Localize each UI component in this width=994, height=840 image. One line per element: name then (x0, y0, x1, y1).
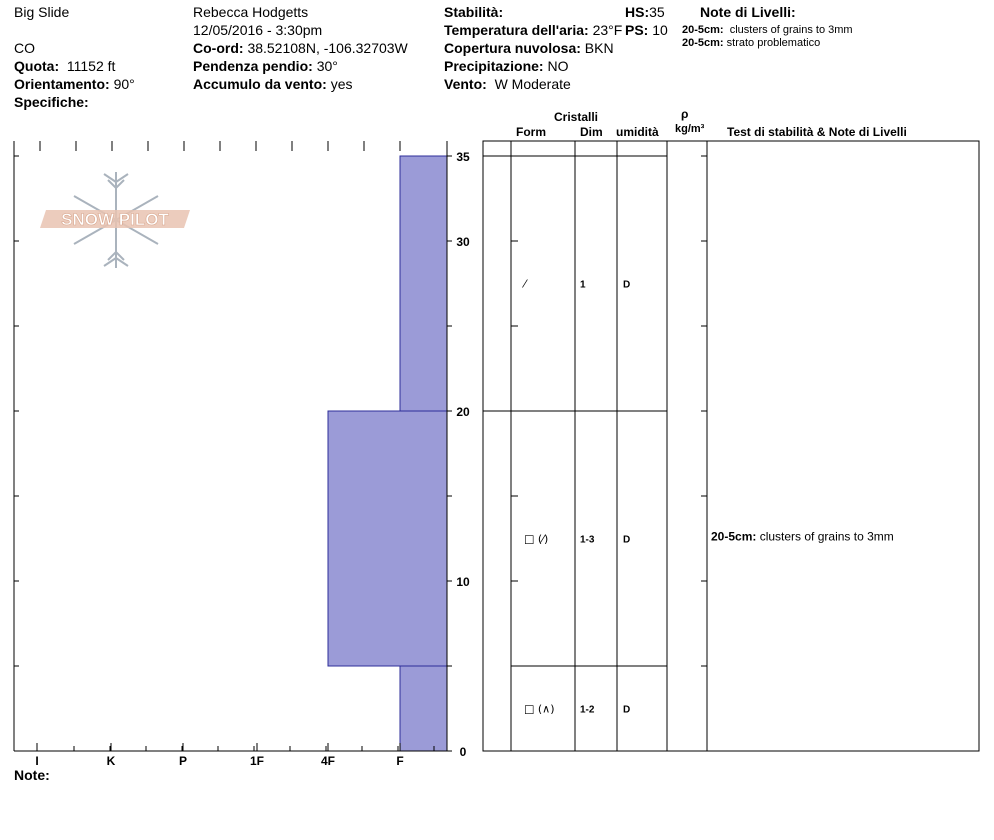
ps-label: PS: (625, 22, 649, 38)
notes-label: Note: (14, 767, 50, 783)
depth-label-30: 30 (456, 235, 470, 249)
wind-label: Vento: (444, 76, 487, 92)
hardness-bar-2 (328, 411, 447, 666)
cloud-value: BKN (584, 40, 614, 56)
layer-note-2-text: strato problematico (726, 37, 821, 49)
grain-size-1: 1 (580, 279, 586, 291)
grain-size-3: 1-2 (580, 704, 595, 716)
air-temp-value: 23°F (592, 22, 623, 38)
state: CO (14, 40, 35, 56)
hardness-label-P: P (178, 754, 188, 768)
depth-label-20: 20 (456, 405, 470, 419)
layer-table-frame (483, 141, 979, 751)
crystals-header: Cristalli (554, 110, 599, 124)
form-header: Form (516, 125, 546, 139)
hardness-bar-1 (400, 156, 447, 411)
rho-header: ρ (681, 107, 689, 121)
hardness-label-4F: 4F (320, 754, 336, 768)
moisture-header: umidità (616, 125, 659, 139)
aspect-value: 90° (113, 76, 135, 92)
logo-text: SNOW PILOT (61, 210, 169, 229)
wind-load-label: Accumulo da vento: (193, 76, 327, 92)
hs-label: HS: (625, 4, 650, 20)
depth-label-0: 0 (459, 745, 467, 759)
tests-header: Test di stabilità & Note di Livelli (727, 125, 907, 139)
stability-label: Stabilità: (444, 4, 504, 20)
layer-note-2-label: 20-5cm: (682, 37, 724, 49)
moisture-2: D (623, 534, 631, 546)
layer-notes-title: Note di Livelli: (700, 4, 796, 20)
slope-label: Pendenza pendio: (193, 58, 313, 74)
depth-label-35: 35 (456, 150, 470, 164)
hardness-label-F: F (396, 754, 404, 768)
wind-load-value: yes (330, 76, 353, 92)
precip-value: NO (547, 58, 569, 74)
aspect-label: Orientamento: (14, 76, 110, 92)
grain-form-2: □ (⁄) (524, 532, 549, 546)
dim-header: Dim (580, 125, 603, 139)
hs-value: 35 (649, 4, 665, 20)
hardness-label-K: K (106, 754, 116, 768)
observation-datetime: 12/05/2016 - 3:30pm (193, 22, 323, 38)
slope-value: 30° (316, 58, 338, 74)
coord-label: Co-ord: (193, 40, 244, 56)
moisture-3: D (623, 704, 631, 716)
coord-value: 38.52108N, -106.32703W (247, 40, 408, 56)
hardness-label-1F: 1F (249, 754, 265, 768)
stability-note-label: 20-5cm: (711, 529, 760, 544)
cloud-label: Copertura nuvolosa: (444, 40, 581, 56)
layer-note-1-text: clusters of grains to 3mm (729, 24, 853, 36)
stability-note-text: clusters of grains to 3mm (759, 529, 894, 544)
density-header: kg/m³ (675, 123, 705, 135)
moisture-1: D (623, 279, 631, 291)
depth-label-10: 10 (456, 575, 470, 589)
hardness-bar-3 (400, 666, 447, 751)
stability-note-1 (711, 530, 894, 544)
grain-size-2: 1-3 (580, 534, 595, 546)
specifics-label: Specifiche: (14, 94, 89, 110)
location-name: Big Slide (14, 4, 70, 20)
grain-form-1: ⁄ (524, 277, 526, 291)
wind-value: W Moderate (494, 76, 571, 92)
precip-label: Precipitazione: (444, 58, 544, 74)
observer-name: Rebecca Hodgetts (193, 4, 309, 20)
hardness-label-I: I (35, 754, 39, 768)
elevation-value: 11152 ft (66, 58, 116, 74)
elevation-label: Quota: (14, 58, 60, 74)
air-temp-label: Temperatura dell'aria: (444, 22, 589, 38)
ps-value: 10 (652, 22, 668, 38)
grain-form-3: □ (∧) (524, 702, 555, 716)
layer-note-1-label: 20-5cm: (682, 24, 724, 36)
